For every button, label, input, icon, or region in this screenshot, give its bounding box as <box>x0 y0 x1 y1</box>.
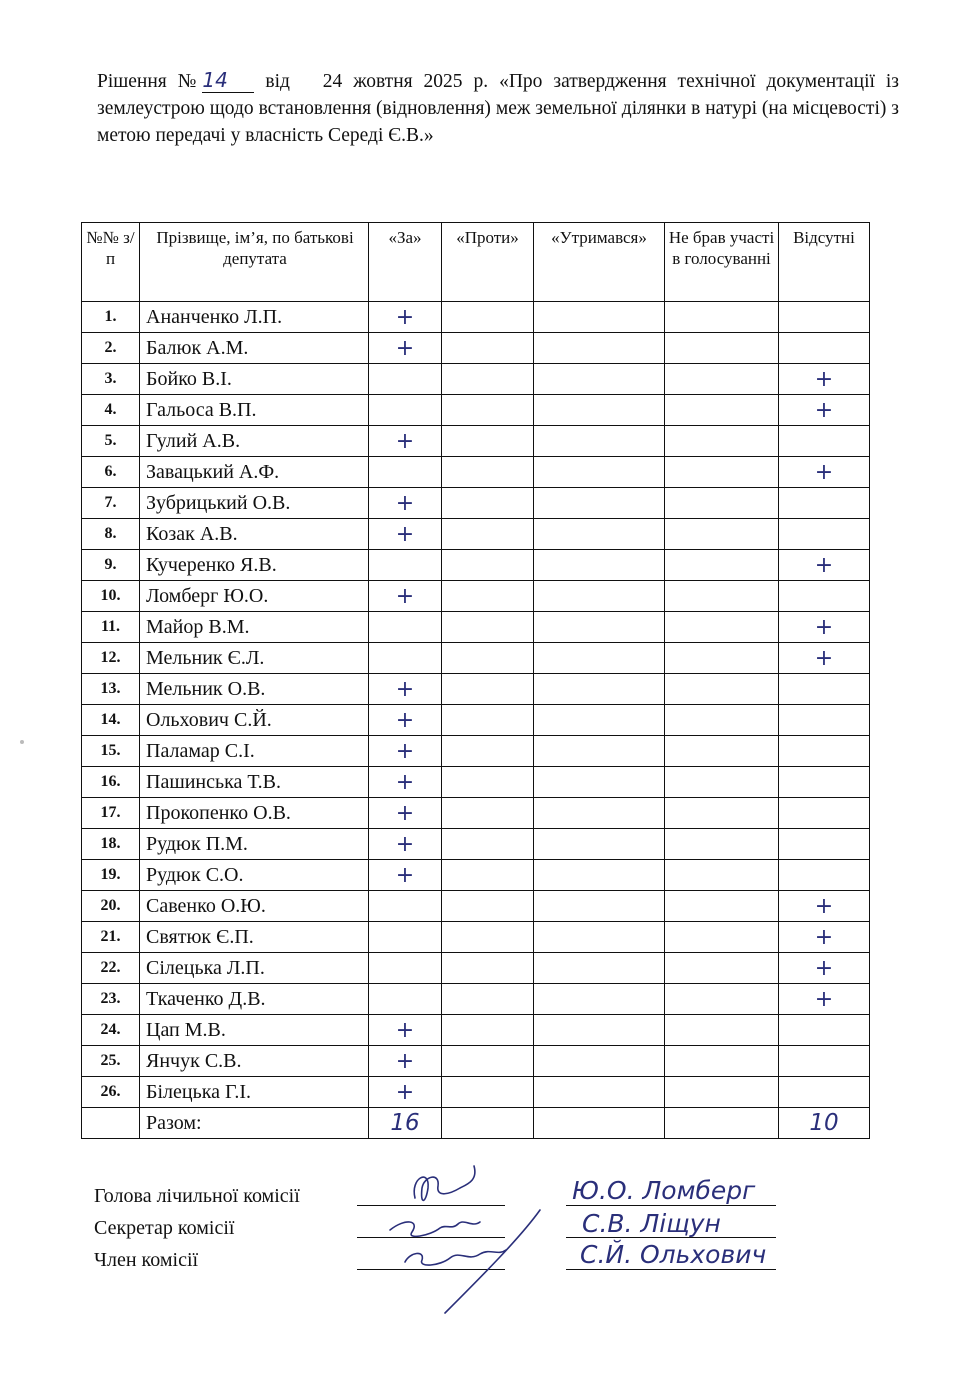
row-name: Білецька Г.І. <box>140 1077 369 1108</box>
row-for <box>369 643 442 674</box>
row-number: 12. <box>82 643 140 674</box>
row-abstain <box>534 1015 665 1046</box>
row-abstain <box>534 395 665 426</box>
row-absent <box>779 302 870 333</box>
row-number: 16. <box>82 767 140 798</box>
row-abstain <box>534 891 665 922</box>
vote-table-body <box>82 302 870 1108</box>
col-header-num: №№ з/п <box>82 223 140 302</box>
decision-number-field <box>202 70 254 93</box>
handwritten-name-secretary: С.В. Ліщун <box>582 1209 721 1238</box>
table-row <box>82 364 870 395</box>
row-for: + <box>369 426 442 457</box>
table-row <box>82 581 870 612</box>
row-for: + <box>369 302 442 333</box>
handwritten-signatures <box>350 1158 550 1318</box>
row-not-voted <box>665 643 779 674</box>
total-label: Разом: <box>140 1108 369 1139</box>
row-against <box>442 705 534 736</box>
row-for: + <box>369 519 442 550</box>
row-name: Янчук С.В. <box>140 1046 369 1077</box>
table-row <box>82 1077 870 1108</box>
col-header-not-voted: Не брав участі в голосуванні <box>665 223 779 302</box>
row-abstain <box>534 767 665 798</box>
row-for: + <box>369 581 442 612</box>
row-abstain <box>534 457 665 488</box>
row-against <box>442 550 534 581</box>
row-abstain <box>534 364 665 395</box>
row-for: + <box>369 736 442 767</box>
row-absent: + <box>779 550 870 581</box>
row-absent: + <box>779 984 870 1015</box>
row-absent <box>779 674 870 705</box>
handwritten-name-chair: Ю.О. Ломберг <box>572 1176 756 1205</box>
table-row <box>82 395 870 426</box>
row-for <box>369 395 442 426</box>
row-for <box>369 457 442 488</box>
row-against <box>442 643 534 674</box>
row-for <box>369 612 442 643</box>
row-number: 1. <box>82 302 140 333</box>
row-not-voted <box>665 705 779 736</box>
row-against <box>442 1046 534 1077</box>
decision-from: від <box>265 71 290 92</box>
row-absent <box>779 426 870 457</box>
row-for <box>369 953 442 984</box>
row-name: Гальоса В.П. <box>140 395 369 426</box>
row-not-voted <box>665 891 779 922</box>
row-name: Сілецька Л.П. <box>140 953 369 984</box>
row-name: Козак А.В. <box>140 519 369 550</box>
row-absent: + <box>779 395 870 426</box>
row-for <box>369 984 442 1015</box>
row-name: Ольхович С.Й. <box>140 705 369 736</box>
row-name: Кучеренко Я.В. <box>140 550 369 581</box>
row-name: Паламар С.І. <box>140 736 369 767</box>
vote-table <box>81 222 870 1139</box>
row-abstain <box>534 550 665 581</box>
row-name: Савенко О.Ю. <box>140 891 369 922</box>
row-absent <box>779 333 870 364</box>
row-against <box>442 426 534 457</box>
row-absent <box>779 519 870 550</box>
table-row <box>82 860 870 891</box>
row-for <box>369 550 442 581</box>
row-abstain <box>534 1077 665 1108</box>
row-absent <box>779 736 870 767</box>
row-not-voted <box>665 1015 779 1046</box>
scan-speck <box>20 740 24 744</box>
row-not-voted <box>665 767 779 798</box>
row-against <box>442 519 534 550</box>
table-row <box>82 1015 870 1046</box>
col-header-against: «Проти» <box>442 223 534 302</box>
row-for <box>369 364 442 395</box>
row-against <box>442 736 534 767</box>
row-number: 24. <box>82 1015 140 1046</box>
row-abstain <box>534 829 665 860</box>
row-abstain <box>534 798 665 829</box>
row-number: 22. <box>82 953 140 984</box>
row-for: + <box>369 674 442 705</box>
decision-number: 14 <box>202 68 228 92</box>
row-absent: + <box>779 612 870 643</box>
row-abstain <box>534 643 665 674</box>
row-abstain <box>534 302 665 333</box>
table-row <box>82 767 870 798</box>
row-absent: + <box>779 953 870 984</box>
row-abstain <box>534 519 665 550</box>
row-for: + <box>369 333 442 364</box>
row-not-voted <box>665 302 779 333</box>
row-for: + <box>369 488 442 519</box>
row-against <box>442 1077 534 1108</box>
row-abstain <box>534 984 665 1015</box>
table-row <box>82 519 870 550</box>
row-absent <box>779 860 870 891</box>
table-row <box>82 302 870 333</box>
signature-roles <box>94 1180 300 1276</box>
table-row <box>82 705 870 736</box>
row-number: 15. <box>82 736 140 767</box>
total-against <box>442 1108 534 1139</box>
row-not-voted <box>665 457 779 488</box>
row-absent <box>779 829 870 860</box>
row-abstain <box>534 953 665 984</box>
row-name: Гулий А.В. <box>140 426 369 457</box>
row-not-voted <box>665 1046 779 1077</box>
row-against <box>442 612 534 643</box>
table-row <box>82 891 870 922</box>
row-abstain <box>534 705 665 736</box>
row-number: 25. <box>82 1046 140 1077</box>
row-absent <box>779 1046 870 1077</box>
table-row <box>82 550 870 581</box>
total-abstain <box>534 1108 665 1139</box>
row-not-voted <box>665 581 779 612</box>
row-for: + <box>369 860 442 891</box>
row-absent <box>779 1077 870 1108</box>
decision-text: 24 жовтня 2025 р. «Про затвердження технічної документації із землеустрою щодо встановлення (відновлення) меж земельної ділянки в натурі (на місцевості) з метою передачі у власність Середі Є.В.» <box>97 71 899 146</box>
role-secretary: Секретар комісії <box>94 1217 235 1239</box>
col-header-absent: Відсутні <box>779 223 870 302</box>
total-absent: 10 <box>779 1108 870 1139</box>
table-row <box>82 674 870 705</box>
row-not-voted <box>665 550 779 581</box>
row-number: 11. <box>82 612 140 643</box>
decision-prefix: Рішення № <box>97 71 203 92</box>
row-absent <box>779 705 870 736</box>
table-row <box>82 612 870 643</box>
row-against <box>442 984 534 1015</box>
table-row <box>82 457 870 488</box>
row-number: 21. <box>82 922 140 953</box>
table-row <box>82 1046 870 1077</box>
row-abstain <box>534 612 665 643</box>
row-against <box>442 829 534 860</box>
name-line-member <box>566 1269 776 1270</box>
row-number: 10. <box>82 581 140 612</box>
col-header-for: «За» <box>369 223 442 302</box>
table-row <box>82 829 870 860</box>
row-absent <box>779 488 870 519</box>
decision-header <box>97 68 899 149</box>
row-number: 7. <box>82 488 140 519</box>
col-header-name: Прізвище, ім’я, по батькові депутата <box>140 223 369 302</box>
row-number: 4. <box>82 395 140 426</box>
row-not-voted <box>665 984 779 1015</box>
row-for: + <box>369 1077 442 1108</box>
table-row <box>82 953 870 984</box>
row-name: Мельник Є.Л. <box>140 643 369 674</box>
row-not-voted <box>665 922 779 953</box>
row-absent <box>779 1015 870 1046</box>
table-row <box>82 426 870 457</box>
row-against <box>442 395 534 426</box>
row-against <box>442 798 534 829</box>
table-row <box>82 643 870 674</box>
table-row <box>82 798 870 829</box>
row-name: Бойко В.І. <box>140 364 369 395</box>
row-against <box>442 767 534 798</box>
role-chair: Голова лічильної комісії <box>94 1185 300 1207</box>
row-against <box>442 457 534 488</box>
row-against <box>442 1015 534 1046</box>
row-number: 20. <box>82 891 140 922</box>
row-absent: + <box>779 643 870 674</box>
row-against <box>442 953 534 984</box>
row-not-voted <box>665 736 779 767</box>
row-not-voted <box>665 612 779 643</box>
row-not-voted <box>665 364 779 395</box>
row-against <box>442 333 534 364</box>
row-for: + <box>369 705 442 736</box>
row-abstain <box>534 581 665 612</box>
row-name: Прокопенко О.В. <box>140 798 369 829</box>
col-header-abstain: «Утримався» <box>534 223 665 302</box>
row-not-voted <box>665 829 779 860</box>
row-not-voted <box>665 488 779 519</box>
row-not-voted <box>665 798 779 829</box>
row-absent <box>779 581 870 612</box>
row-abstain <box>534 1046 665 1077</box>
row-absent <box>779 767 870 798</box>
row-against <box>442 581 534 612</box>
row-against <box>442 922 534 953</box>
table-row <box>82 333 870 364</box>
row-abstain <box>534 333 665 364</box>
row-not-voted <box>665 860 779 891</box>
row-number: 26. <box>82 1077 140 1108</box>
row-not-voted <box>665 426 779 457</box>
table-row <box>82 922 870 953</box>
row-number: 18. <box>82 829 140 860</box>
name-line-chair <box>566 1205 776 1206</box>
row-number: 17. <box>82 798 140 829</box>
row-number: 23. <box>82 984 140 1015</box>
total-row <box>82 1108 870 1139</box>
row-not-voted <box>665 674 779 705</box>
row-name: Зубрицький О.В. <box>140 488 369 519</box>
row-name: Рудюк П.М. <box>140 829 369 860</box>
row-not-voted <box>665 953 779 984</box>
row-not-voted <box>665 333 779 364</box>
row-not-voted <box>665 395 779 426</box>
row-abstain <box>534 922 665 953</box>
row-name: Ткаченко Д.В. <box>140 984 369 1015</box>
row-for: + <box>369 1046 442 1077</box>
role-member: Член комісії <box>94 1249 199 1271</box>
total-for: 16 <box>369 1108 442 1139</box>
row-number: 19. <box>82 860 140 891</box>
row-name: Ломберг Ю.О. <box>140 581 369 612</box>
row-against <box>442 302 534 333</box>
row-name: Цап М.В. <box>140 1015 369 1046</box>
row-not-voted <box>665 1077 779 1108</box>
row-number: 2. <box>82 333 140 364</box>
row-for: + <box>369 767 442 798</box>
row-name: Ананченко Л.П. <box>140 302 369 333</box>
table-row <box>82 984 870 1015</box>
table-header-row <box>82 223 870 302</box>
row-absent: + <box>779 457 870 488</box>
row-for: + <box>369 829 442 860</box>
row-name: Святюк Є.П. <box>140 922 369 953</box>
row-absent: + <box>779 922 870 953</box>
row-abstain <box>534 488 665 519</box>
row-against <box>442 364 534 395</box>
row-abstain <box>534 736 665 767</box>
row-number: 9. <box>82 550 140 581</box>
row-for: + <box>369 1015 442 1046</box>
row-abstain <box>534 674 665 705</box>
row-against <box>442 488 534 519</box>
total-not-voted <box>665 1108 779 1139</box>
row-for <box>369 922 442 953</box>
handwritten-name-member: С.Й. Ольхович <box>580 1240 767 1269</box>
row-name: Завацький А.Ф. <box>140 457 369 488</box>
row-name: Балюк А.М. <box>140 333 369 364</box>
row-name: Мельник О.В. <box>140 674 369 705</box>
row-number: 14. <box>82 705 140 736</box>
row-absent: + <box>779 891 870 922</box>
row-name: Майор В.М. <box>140 612 369 643</box>
row-abstain <box>534 860 665 891</box>
table-row <box>82 488 870 519</box>
row-number: 6. <box>82 457 140 488</box>
row-name: Пашинська Т.В. <box>140 767 369 798</box>
row-absent <box>779 798 870 829</box>
total-num-cell <box>82 1108 140 1139</box>
row-number: 5. <box>82 426 140 457</box>
table-row <box>82 736 870 767</box>
row-number: 8. <box>82 519 140 550</box>
row-for: + <box>369 798 442 829</box>
row-absent: + <box>779 364 870 395</box>
row-against <box>442 860 534 891</box>
row-against <box>442 674 534 705</box>
row-number: 13. <box>82 674 140 705</box>
row-abstain <box>534 426 665 457</box>
row-against <box>442 891 534 922</box>
row-not-voted <box>665 519 779 550</box>
row-number: 3. <box>82 364 140 395</box>
row-for <box>369 891 442 922</box>
row-name: Рудюк С.О. <box>140 860 369 891</box>
